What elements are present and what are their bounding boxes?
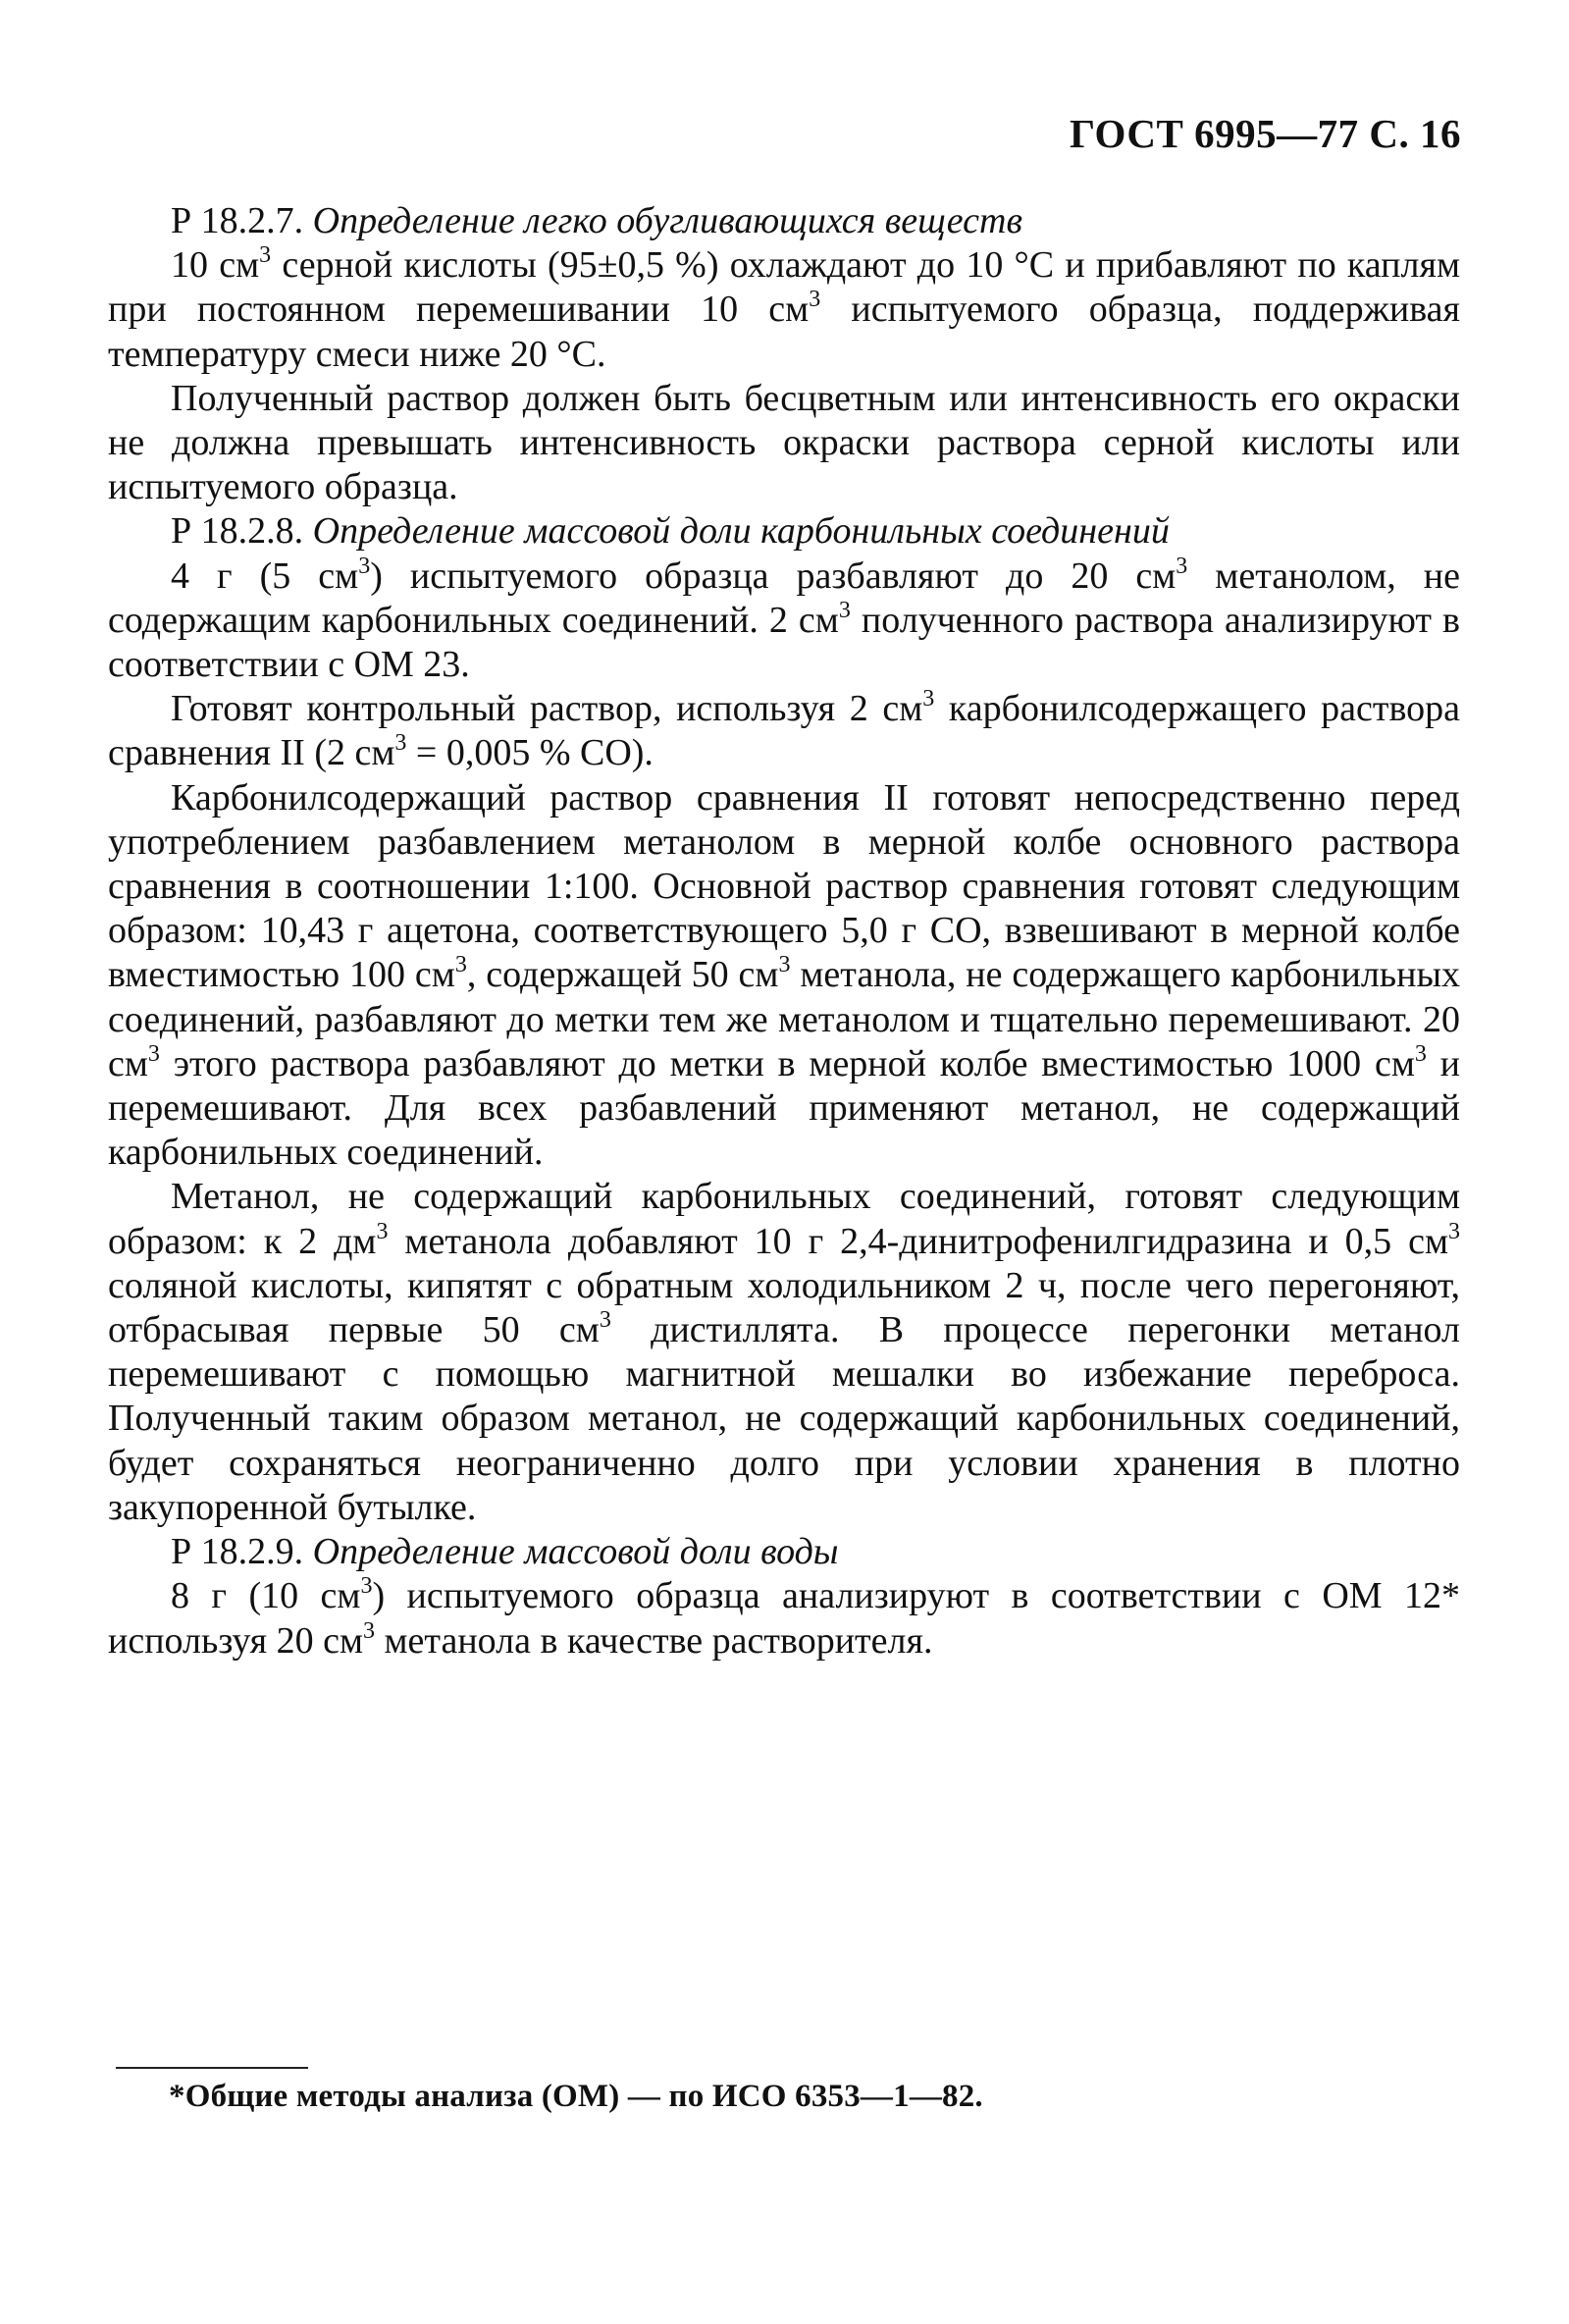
superscript: 3 (778, 952, 791, 978)
section-number: Р 18.2.7. (171, 200, 304, 241)
footnote: *Общие методы анализа (ОМ) — по ИСО 6353—1—82. (169, 2079, 983, 2114)
text-run: метанолом, не содержащим карбонильных соединений. 2 см (108, 555, 1460, 641)
text-run: метанола в качестве растворителя. (375, 1619, 933, 1662)
text-run: ) испытуемого образца разбавляют до 20 см (370, 555, 1177, 597)
superscript: 3 (599, 1307, 611, 1334)
superscript: 3 (809, 287, 821, 313)
text-run: 8 г (10 см (171, 1575, 361, 1617)
superscript: 3 (358, 553, 371, 579)
superscript: 3 (259, 242, 272, 269)
paragraph (108, 1175, 1460, 1530)
section-heading-18-2-7 (108, 199, 1460, 243)
section-number: Р 18.2.9. (171, 1531, 304, 1573)
text-run: этого раствора разбавляют до метки в мерной колбе вместимостью 1000 см (159, 1042, 1415, 1084)
superscript: 3 (147, 1040, 160, 1067)
superscript: 3 (1448, 1218, 1460, 1244)
text-run: соляной кислоты, кипятят с обратным холодильником 2 ч, после чего перегоняют, отбрасывая первые 50 см (108, 1264, 1460, 1351)
superscript: 3 (922, 686, 935, 713)
document-body (108, 199, 1460, 1664)
page-header: ГОСТ 6995—77 С. 16 (1069, 111, 1461, 156)
section-title: Определение массовой доли карбонильных соединений (312, 510, 1170, 553)
text-run: 4 г (5 см (171, 555, 359, 597)
text-run: метанола, не содержащего карбонильных соединений, разбавляют до метки тем же метанолом и тщательно перемешивают. 20 см (108, 954, 1461, 1084)
superscript: 3 (360, 1573, 373, 1600)
superscript: 3 (1176, 553, 1188, 579)
superscript: 3 (394, 730, 407, 757)
paragraph (108, 555, 1460, 688)
text-run: испытуемого образца, поддерживая температуру смеси ниже 20 °С. (108, 289, 1461, 375)
text-run: полученного раствора анализируют в соответствии с ОМ 23. (108, 599, 1460, 686)
superscript: 3 (838, 597, 851, 623)
footnote-divider (116, 2067, 308, 2069)
section-title: Определение легко обугливающихся веществ (312, 200, 1022, 241)
section-number: Р 18.2.8. (171, 510, 304, 553)
text-run: , содержащей 50 см (466, 954, 779, 996)
paragraph (108, 1574, 1460, 1663)
text-run: дистиллята. В процессе перегонки метанол перемешивают с помощью магнитной мешалки во избежание переброса. Полученный таким образом метанол, не содержащий карбонильных соединений, будет сохраняться неограниченно долго при условии хранения в плотно закупоренной бутылке. (108, 1309, 1460, 1528)
text-run: Карбонилсодержащий раствор сравнения II готовят непосредственно перед употреблением разбавлением метанолом в мерной колбе основного раствора сравнения в соотношении 1:100. Основной раствор сравнения готовят следующим образом: 10,43 г ацетона, соответствующего 5,0 г СО, взвешивают в мерной колбе вместимостью 100 см (108, 776, 1460, 996)
text-run: серной кислоты (95±0,5 %) охлаждают до 10 °С и прибавляют по каплям при постоянном перемешивании 10 см (108, 244, 1460, 331)
text-run: Метанол, не содержащий карбонильных соединений, готовят следующим образом: к 2 дм (108, 1176, 1460, 1262)
paragraph (108, 776, 1460, 1176)
text-run: карбонилсодержащего раствора сравнения II (2 см (108, 688, 1461, 774)
text-run: 10 см (171, 244, 260, 287)
text-run: Готовят контрольный раствор, используя 2 см (171, 688, 923, 730)
section-heading-18-2-9 (108, 1530, 1460, 1574)
text-run: = 0,005 % СО). (406, 732, 654, 774)
paragraph: Полученный раствор должен быть бесцветным или интенсивность его окраски не должна превышать интенсивность окраски раствора серной кислоты или испытуемого образца. (108, 377, 1460, 508)
superscript: 3 (454, 952, 467, 978)
superscript: 3 (363, 1617, 375, 1644)
text-run: метанола добавляют 10 г 2,4-динитрофенилгидразина и 0,5 см (388, 1220, 1448, 1262)
text-run: ) испытуемого образца анализируют в соответствии с ОМ 12* используя 20 см (108, 1575, 1460, 1662)
superscript: 3 (1414, 1040, 1427, 1067)
paragraph (108, 687, 1460, 775)
section-heading-18-2-8 (108, 509, 1460, 554)
text-run: и перемешивают. Для всех разбавлений применяют метанол, не содержащий карбонильных соединений. (108, 1042, 1460, 1174)
superscript: 3 (376, 1218, 389, 1244)
paragraph (108, 243, 1460, 377)
section-title: Определение массовой доли воды (312, 1531, 839, 1573)
